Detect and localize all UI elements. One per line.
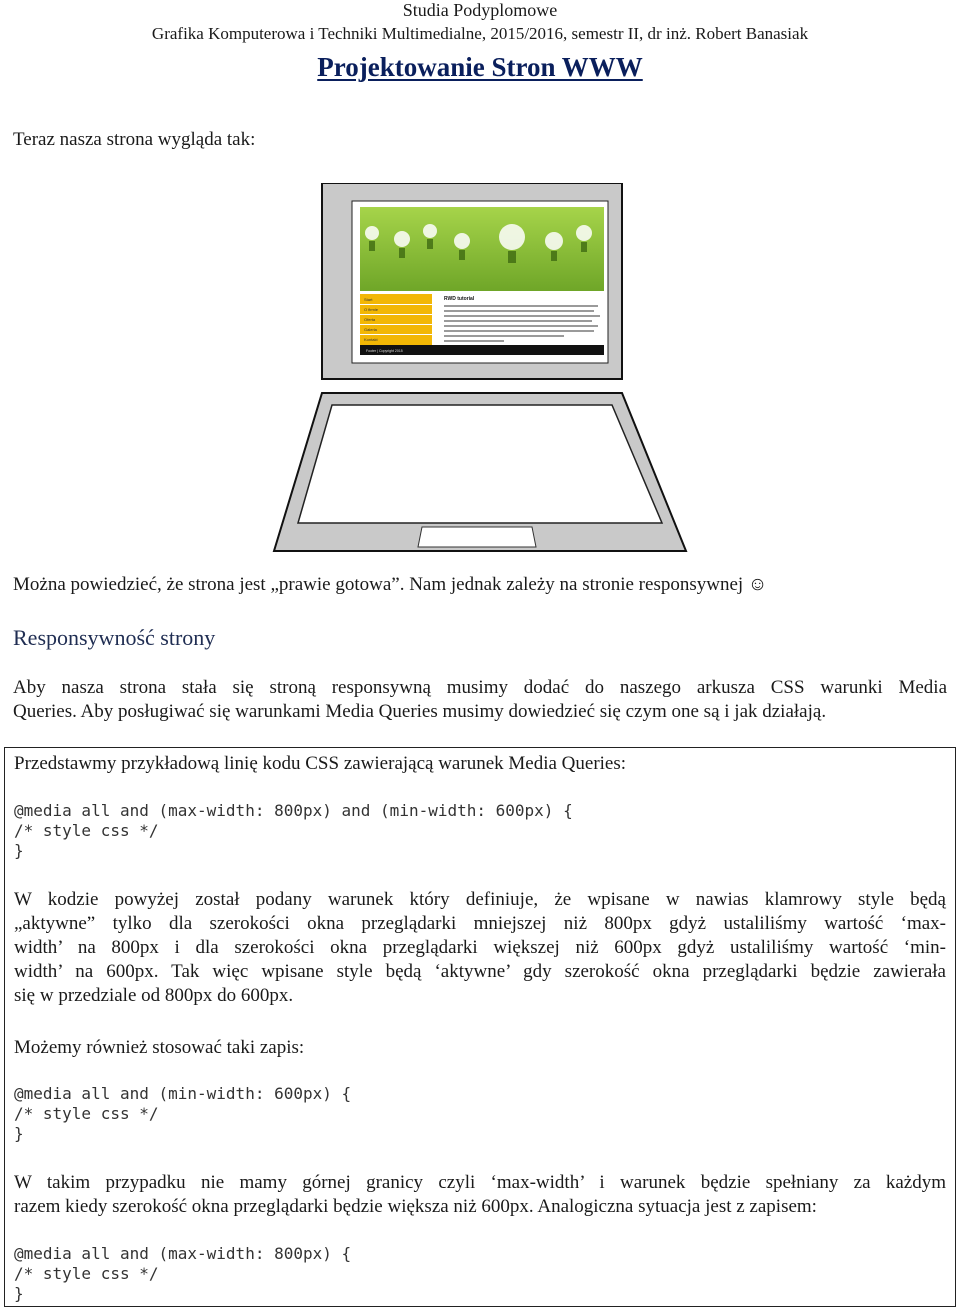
page-title (0, 50, 960, 84)
code-line: /* style css */ (14, 821, 159, 840)
code-block-1 (14, 801, 573, 861)
text-line: się w przedziale od 800px do 600px. (14, 985, 294, 1006)
laptop-touchpad (418, 527, 536, 547)
remark-text: Można powiedzieć, że strona jest „prawie gotowa”. Nam jednak zależy na stronie responsywnej ☺ (13, 574, 768, 595)
box-paragraph-4 (14, 1171, 946, 1219)
laptop-keyboard (298, 405, 662, 523)
box-paragraph-3: Możemy również stosować taki zapis: (14, 1037, 305, 1058)
code-line: /* style css */ (14, 1104, 159, 1123)
screen-footer-text: Footer | Copyright 2015 (366, 349, 403, 353)
code-line: /* style css */ (14, 1264, 159, 1283)
paragraph-1-line-1: Aby nasza strona stała się stroną responsywną musimy dodać do naszego arkusza CSS warunki Media (13, 677, 947, 698)
screen-menu-item-o-firmie: O firmie (364, 307, 378, 312)
screen-banner (360, 207, 604, 291)
code-line: @media all and (min-width: 600px) { (14, 1084, 352, 1103)
example-box (4, 747, 956, 1307)
code-block-2 (14, 1084, 351, 1144)
text-line: W kodzie powyżej został podany warunek który definiuje, że wpisane w nawias klamrowy style będą (14, 889, 946, 910)
header-line-1: Studia Podyplomowe (402, 0, 558, 20)
page-title-text: Projektowanie Stron WWW (317, 52, 643, 82)
laptop-illustration (272, 183, 688, 553)
text-line: razem kiedy szerokość okna przeglądarki będzie większa niż 600px. Analogiczna sytuacja jest z zapisem: (14, 1196, 817, 1217)
text-line: width’ na 600px. Tak więc wpisane style będą ‘aktywne’ gdy szerokość okna przeglądarki będzie zawierała (14, 961, 946, 982)
intro-text: Teraz nasza strona wygląda tak: (13, 129, 256, 150)
paragraph-1 (13, 676, 947, 724)
box-paragraph-2 (14, 888, 946, 1008)
text-line: W takim przypadku nie mamy górnej granicy czyli ‘max-width’ i warunek będzie spełniany za każdym (14, 1172, 946, 1193)
box-paragraph-1: Przedstawmy przykładową linię kodu CSS zawierającą warunek Media Queries: (14, 753, 627, 774)
text-line: width’ na 800px i dla szerokości okna przeglądarki większej niż 600px gdyż ustaliliśmy wartość ‘min- (14, 937, 946, 958)
screen-menu-item-oferta: Oferta (364, 317, 376, 322)
screen-menu-item-start: Start (364, 297, 373, 302)
screen-menu-item-galeria: Galeria (364, 327, 377, 332)
section-title: Responsywność strony (13, 625, 216, 650)
header-line-2: Grafika Komputerowa i Techniki Multimedialne, 2015/2016, semestr II, dr inż. Robert Banasiak (151, 24, 809, 43)
screen-heading: RWD tutorial (444, 296, 475, 302)
code-line: @media all and (max-width: 800px) { (14, 1244, 352, 1263)
code-line: } (14, 1124, 24, 1143)
code-line: } (14, 841, 24, 860)
code-line: } (14, 1284, 24, 1303)
screen-menu-item-kontakt: Kontakt (364, 337, 378, 342)
code-line: @media all and (max-width: 800px) and (min-width: 600px) { (14, 801, 573, 820)
text-line: „aktywne” tylko dla szerokości okna przeglądarki mniejszej niż 800px gdyż ustaliliśmy wartość ‘max- (14, 913, 946, 934)
paragraph-1-line-2: Queries. Aby posługiwać się warunkami Media Queries musimy dowiedzieć się czym one są i jak działają. (13, 701, 827, 722)
code-block-3 (14, 1244, 351, 1304)
